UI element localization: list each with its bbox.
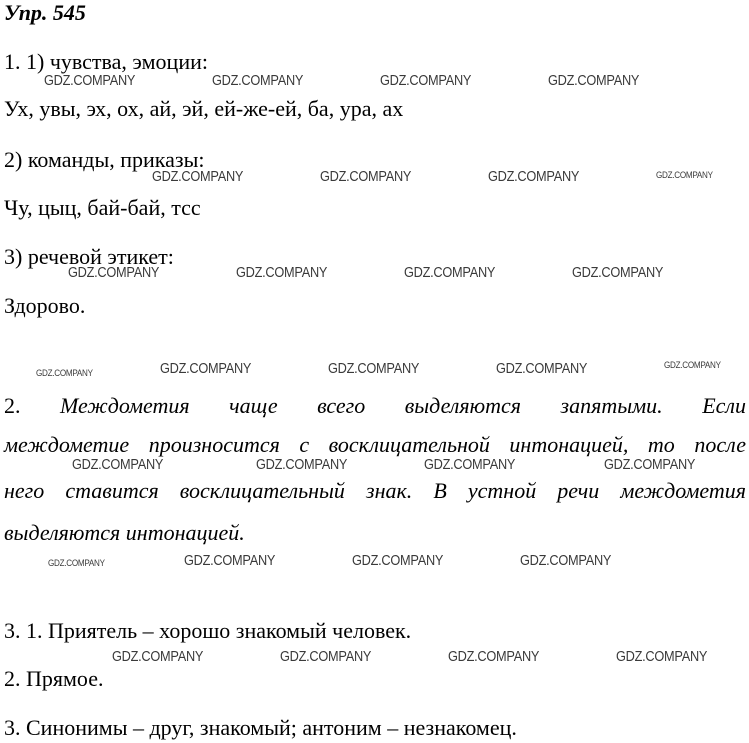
watermark: GDZ.COMPANY xyxy=(656,170,713,180)
exercise-title: Упр. 545 xyxy=(4,0,86,25)
section-1-1-text: Ух, увы, эх, ох, ай, эй, ей-же-ей, ба, ура, ах xyxy=(4,96,404,121)
watermark: GDZ.COMPANY xyxy=(488,168,580,185)
watermark: GDZ.COMPANY xyxy=(616,648,708,665)
watermark: GDZ.COMPANY xyxy=(256,456,348,473)
watermark: GDZ.COMPANY xyxy=(72,456,164,473)
section-1-1-heading: 1. 1) чувства, эмоции: xyxy=(4,49,208,74)
watermark: GDZ.COMPANY xyxy=(320,168,412,185)
watermark: GDZ.COMPANY xyxy=(112,648,204,665)
watermark: GDZ.COMPANY xyxy=(448,648,540,665)
section-2-line-3: него ставится восклицательный знак. В устной речи междометия xyxy=(4,478,746,503)
watermark: GDZ.COMPANY xyxy=(280,648,372,665)
watermark: GDZ.COMPANY xyxy=(184,552,276,569)
section-2-line-2: междометие произносится с восклицательной интонацией, то после xyxy=(4,432,746,457)
section-1-3-heading: 3) речевой этикет: xyxy=(4,244,174,269)
section-2-line-4: выделяются интонацией. xyxy=(4,520,245,545)
watermark: GDZ.COMPANY xyxy=(328,360,420,377)
watermark: GDZ.COMPANY xyxy=(68,264,160,281)
section-1-2-heading: 2) команды, приказы: xyxy=(4,147,205,172)
section-2-line-1-text: Междометия чаще всего выделяются запятыми. Если xyxy=(60,393,746,418)
watermark: GDZ.COMPANY xyxy=(36,368,93,378)
section-3-item-2: 2. Прямое. xyxy=(4,666,104,691)
watermark: GDZ.COMPANY xyxy=(352,552,444,569)
watermark: GDZ.COMPANY xyxy=(44,72,136,89)
watermark: GDZ.COMPANY xyxy=(236,264,328,281)
watermark: GDZ.COMPANY xyxy=(520,552,612,569)
watermark: GDZ.COMPANY xyxy=(152,168,244,185)
section-2-number: 2. xyxy=(4,393,21,418)
watermark: GDZ.COMPANY xyxy=(48,558,105,568)
watermark: GDZ.COMPANY xyxy=(604,456,696,473)
section-2-line-1 xyxy=(4,393,746,419)
watermark: GDZ.COMPANY xyxy=(496,360,588,377)
watermark: GDZ.COMPANY xyxy=(424,456,516,473)
watermark: GDZ.COMPANY xyxy=(212,72,304,89)
section-3-item-3: 3. Синонимы – друг, знакомый; антоним – незнакомец. xyxy=(4,715,517,740)
watermark: GDZ.COMPANY xyxy=(664,360,721,370)
section-1-2-text: Чу, цыц, бай-бай, тсс xyxy=(4,195,201,220)
watermark: GDZ.COMPANY xyxy=(572,264,664,281)
watermark: GDZ.COMPANY xyxy=(404,264,496,281)
watermark: GDZ.COMPANY xyxy=(160,360,252,377)
watermark: GDZ.COMPANY xyxy=(380,72,472,89)
section-3-item-1: 3. 1. Приятель – хорошо знакомый человек. xyxy=(4,618,412,643)
section-1-3-text: Здорово. xyxy=(4,293,86,318)
watermark: GDZ.COMPANY xyxy=(548,72,640,89)
